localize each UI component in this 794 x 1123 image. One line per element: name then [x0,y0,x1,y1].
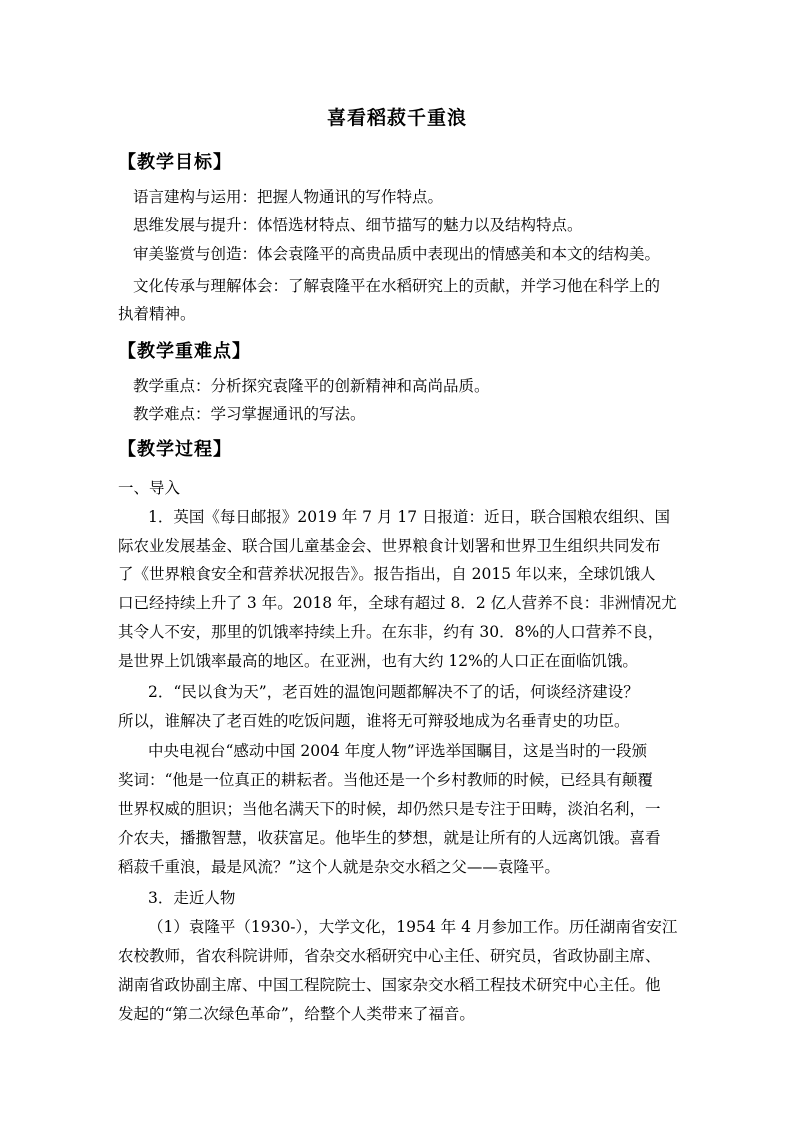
process-line: 其令人不安，那里的饥饿率持续上升。在东非，约有 30．8%的人口营养不良， [118,623,664,641]
key-point-line: 教学难点：学习掌握通讯的写法。 [133,405,366,423]
section-heading-process: 【教学过程】 [118,439,232,460]
process-line: 世界权威的胆识；当他名满天下的时候，却仍然只是专注于田畴，淡泊名利，一 [118,800,661,818]
goal-line: 执着精神。 [118,305,196,323]
process-line: 2．“民以食为天”，老百姓的温饱问题都解决不了的话，何谈经济建设？ [148,683,639,701]
process-line: 1．英国《每日邮报》2019 年 7 月 17 日报道：近日，联合国粮农组织、国 [148,508,671,526]
section-heading-key-points: 【教学重难点】 [118,341,251,362]
goal-line: 思维发展与提升：体悟选材特点、细节描写的魅力以及结构特点。 [133,216,583,234]
process-line: 是世界上饥饿率最高的地区。在亚洲，也有大约 12%的人口正在面临饥饿。 [118,652,638,670]
process-line: 湖南省政协副主席、中国工程院院士、国家杂交水稻工程技术研究中心主任。他 [118,976,661,994]
goal-line: 审美鉴赏与创造：体会袁隆平的高贵品质中表现出的情感美和本文的结构美。 [133,245,661,263]
page-title: 喜看稻菽千重浪 [326,107,467,129]
process-line: （1）袁隆平（1930-），大学文化，1954 年 4 月参加工作。历任湖南省安江 [148,918,678,936]
process-line: 中央电视台“感动中国 2004 年度人物”评选举国瞩目，这是当时的一段颁 [148,742,648,760]
process-line: 介农夫，播撒智慧，收获富足。他毕生的梦想，就是让所有的人远离饥饿。喜看 [118,829,661,847]
process-line: 稻菽千重浪，最是风流？”这个人就是杂交水稻之父——袁隆平。 [118,858,560,876]
goal-line: 语言建构与运用：把握人物通讯的写作特点。 [133,188,444,206]
process-subheading: 3．走近人物 [148,889,236,907]
process-line: 了《世界粮食安全和营养状况报告》。报告指出，自 2015 年以来，全球饥饿人 [118,565,656,583]
process-line: 发起的“第二次绿色革命”，给整个人类带来了福音。 [118,1005,475,1023]
process-line: 口已经持续上升了 3 年。2018 年，全球有超过 8．2 亿人营养不良：非洲情况尤 [118,594,677,612]
goal-line: 文化传承与理解体会：了解袁隆平在水稻研究上的贡献，并学习他在科学上的 [133,277,661,295]
process-subheading: 一、导入 [118,479,181,497]
key-point-line: 教学重点：分析探究袁隆平的创新精神和高尚品质。 [133,377,490,395]
section-heading-goals: 【教学目标】 [118,152,232,173]
process-line: 所以，谁解决了老百姓的吃饭问题，谁将无可辩驳地成为名垂青史的功臣。 [118,712,630,730]
process-line: 农校教师，省农科院讲师，省杂交水稻研究中心主任、研究员，省政协副主席、 [118,947,661,965]
process-line: 奖词：“他是一位真正的耕耘者。当他还是一个乡村教师的时候，已经具有颠覆 [118,771,653,789]
process-line: 际农业发展基金、联合国儿童基金会、世界粮食计划署和世界卫生组织共同发布 [118,537,661,555]
